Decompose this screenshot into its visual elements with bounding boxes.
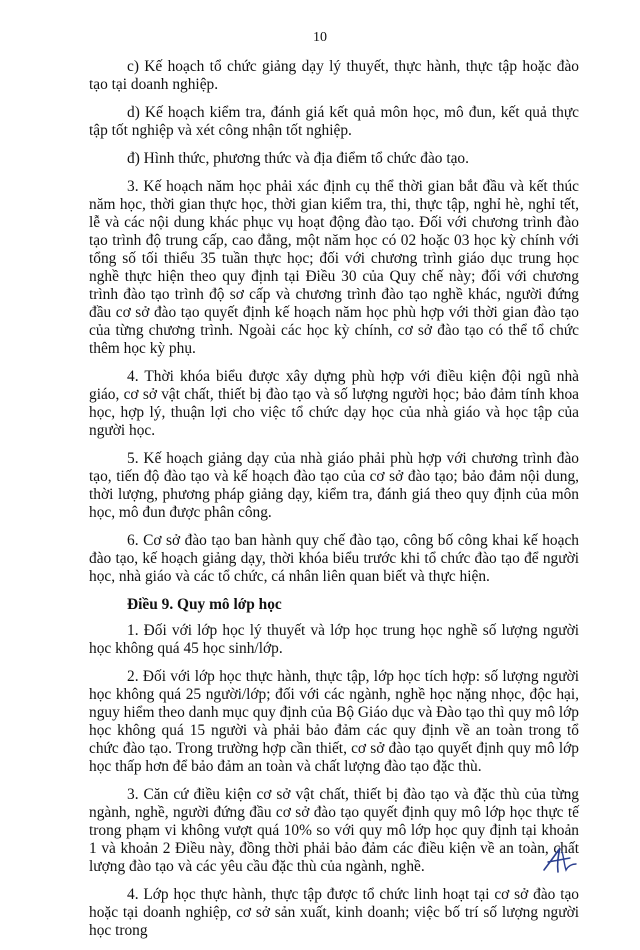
paragraph-clause-6: 6. Cơ sở đào tạo ban hành quy chế đào tạo, công bố công khai kế hoạch đào tạo, kế hoạch giảng dạy, thời khóa biểu trước khi tổ chức đào tạo để người học, nhà giáo và các tổ chức, cá nhân liên quan biết và thực hiện. [89, 532, 579, 585]
paragraph-clause-5: 5. Kế hoạch giảng dạy của nhà giáo phải phù hợp với chương trình đào tạo, tiến độ đào tạo và kế hoạch đào tạo của cơ sở đào tạo; bảo đảm nội dung, thời lượng, phương pháp giảng dạy, kiểm tra, đánh giá theo quy định của môn học, mô đun được phân công. [89, 450, 579, 521]
article9-clause-4: 4. Lớp học thực hành, thực tập được tổ chức linh hoạt tại cơ sở đào tạo hoặc tại doanh nghiệp, cơ sở sản xuất, kinh doanh; việc bố trí số lượng người học trong [89, 886, 579, 939]
article9-clause-1: 1. Đối với lớp học lý thuyết và lớp học trung học nghề số lượng người học không quá 45 học sinh/lớp. [89, 622, 579, 657]
paragraph-clause-3: 3. Kế hoạch năm học phải xác định cụ thể thời gian bắt đầu và kết thúc năm học, thời gian thực học, thời gian kiểm tra, thi, thực tập, nghỉ hè, nghỉ tết, lễ và các nội dung khác phục vụ hoạt động đào tạo. Đối với chương trình đào tạo trình độ trung cấp, cao đẳng, một năm học có 02 hoặc 03 học kỳ chính với tổng số tối thiểu 35 tuần thực học; đối với chương trình giáo dục trung học nghề thực hiện theo quy định tại Điều 30 của Quy chế này; đối với chương trình đào tạo trình độ sơ cấp và chương trình đào tạo nghề khác, người đứng đầu cơ sở đào tạo quyết định kế hoạch năm học phù hợp với thời gian đào tạo của từng chương trình. Ngoài các học kỳ chính, cơ sở đào tạo có thể tổ chức thêm học kỳ phụ. [89, 178, 579, 357]
article9-clause-3: 3. Căn cứ điều kiện cơ sở vật chất, thiết bị đào tạo và đặc thù của từng ngành, nghề, người đứng đầu cơ sở đào tạo quyết định quy mô lớp học thực tế trong phạm vi không vượt quá 10% so với quy mô lớp học quy định tại khoản 1 và khoản 2 Điều này, đồng thời phải bảo đảm các điều kiện về an toàn, chất lượng đào tạo và các yêu cầu đặc thù của ngành, nghề. [89, 786, 579, 875]
paragraph-item-d: d) Kế hoạch kiểm tra, đánh giá kết quả môn học, mô đun, kết quả thực tập tốt nghiệp và xét công nhận tốt nghiệp. [89, 104, 579, 139]
initials-signature [540, 842, 580, 878]
paragraph-item-dd: đ) Hình thức, phương thức và địa điểm tổ chức đào tạo. [127, 150, 469, 167]
document-body [89, 58, 579, 950]
article-heading: Điều 9. Quy mô lớp học [127, 596, 282, 613]
paragraph-clause-4: 4. Thời khóa biểu được xây dựng phù hợp với điều kiện đội ngũ nhà giáo, cơ sở vật chất, thiết bị đào tạo và số lượng người học; bảo đảm tính khoa học, hợp lý, thuận lợi cho việc tổ chức dạy học của nhà giáo và học tập của người học. [89, 368, 579, 439]
paragraph-item-c: c) Kế hoạch tổ chức giảng dạy lý thuyết, thực hành, thực tập hoặc đào tạo tại doanh nghiệp. [89, 58, 579, 93]
page-number: 10 [313, 30, 327, 45]
article9-clause-2: 2. Đối với lớp học thực hành, thực tập, lớp học tích hợp: số lượng người học không quá 25 người/lớp; đối với các ngành, nghề học nặng nhọc, độc hại, nguy hiểm theo danh mục quy định của Bộ Giáo dục và Đào tạo thì quy mô lớp học không quá 15 người và phải bảo đảm các quy định về an toàn trong tổ chức đào tạo. Trong trường hợp cần thiết, cơ sở đào tạo quyết định quy mô lớp học thấp hơn để bảo đảm an toàn và chất lượng đào tạo đặc thù. [89, 668, 579, 775]
